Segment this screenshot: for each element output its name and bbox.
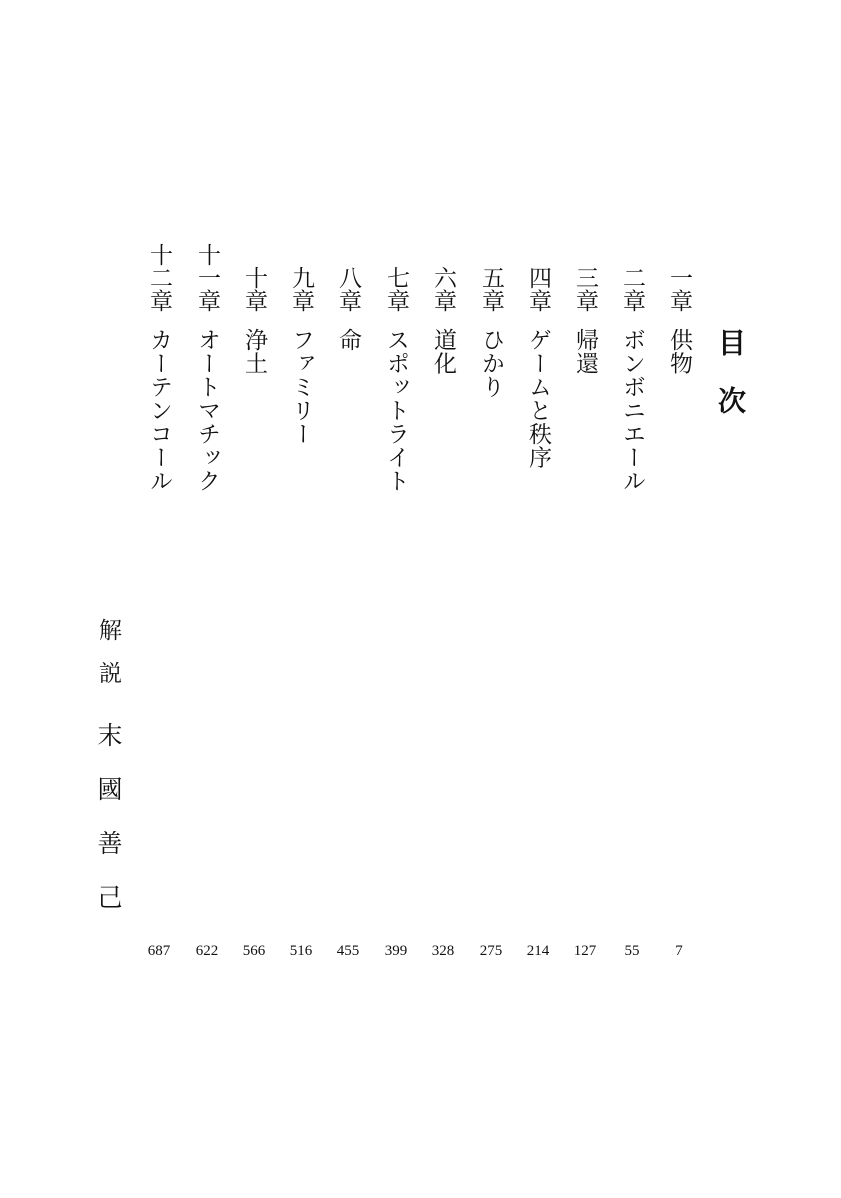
- page-number: 214: [526, 943, 550, 959]
- chapter-title: 浄土: [241, 328, 267, 375]
- page-number: 622: [195, 943, 219, 959]
- toc-entry-chapter-10[interactable]: [237, 232, 271, 522]
- page-number: 127: [573, 943, 597, 959]
- chapter-number: 八章: [335, 266, 361, 312]
- chapter-title: 供物: [666, 328, 692, 375]
- toc-entry-chapter-6[interactable]: [426, 232, 460, 522]
- commentary-author: 末國善己: [94, 722, 123, 938]
- toc-entry-chapter-8[interactable]: [331, 232, 365, 522]
- toc-entry-chapter-5[interactable]: [474, 232, 508, 522]
- toc-entry-chapter-1[interactable]: [662, 232, 696, 522]
- chapter-title: 命: [335, 328, 361, 352]
- toc-entry-commentary[interactable]: [88, 618, 128, 938]
- chapter-title: オートマチック: [194, 328, 220, 493]
- page-number: 566: [242, 943, 266, 959]
- page-number: 328: [431, 943, 455, 959]
- chapter-number: 五章: [478, 266, 504, 312]
- chapter-number: 九章: [288, 266, 314, 312]
- chapter-number: 十章: [241, 266, 267, 312]
- page-number-row: [0, 940, 841, 962]
- chapter-title: ボンボニエール: [619, 328, 645, 493]
- chapter-title: ファミリー: [288, 328, 314, 446]
- chapter-number: 四章: [525, 266, 551, 312]
- chapter-number: 六章: [430, 266, 456, 312]
- toc-entry-chapter-7[interactable]: [379, 232, 413, 522]
- page-number: 455: [336, 943, 360, 959]
- toc-entry-chapter-12[interactable]: [142, 232, 176, 522]
- chapter-title: 帰還: [572, 328, 598, 375]
- chapter-title: ゲームと秩序: [525, 328, 551, 469]
- toc-entry-chapter-3[interactable]: [568, 232, 602, 522]
- chapter-title: 道化: [430, 328, 456, 375]
- commentary-label: 解説: [95, 618, 121, 704]
- chapter-number: 三章: [572, 266, 598, 312]
- toc-entry-chapter-4[interactable]: [521, 232, 555, 522]
- chapter-number: 十二章: [146, 243, 172, 312]
- chapter-title: スポットライト: [383, 328, 409, 493]
- toc-entry-chapter-2[interactable]: [615, 232, 649, 522]
- page-number: 7: [675, 943, 683, 959]
- chapter-number: 七章: [383, 266, 409, 312]
- chapter-title: ひかり: [478, 328, 504, 399]
- chapter-number: 十一章: [194, 243, 220, 312]
- toc-entry-chapter-11[interactable]: [190, 232, 224, 522]
- toc-title: 目次: [714, 328, 747, 444]
- page-number: 399: [384, 943, 408, 959]
- page-number: 275: [479, 943, 503, 959]
- page-number: 55: [624, 943, 640, 959]
- page-number: 687: [147, 943, 171, 959]
- chapter-title: カーテンコール: [146, 328, 172, 493]
- toc-entry-chapter-9[interactable]: [284, 232, 318, 522]
- chapter-number: 一章: [666, 266, 692, 312]
- page-number: 516: [289, 943, 313, 959]
- chapter-number: 二章: [619, 266, 645, 312]
